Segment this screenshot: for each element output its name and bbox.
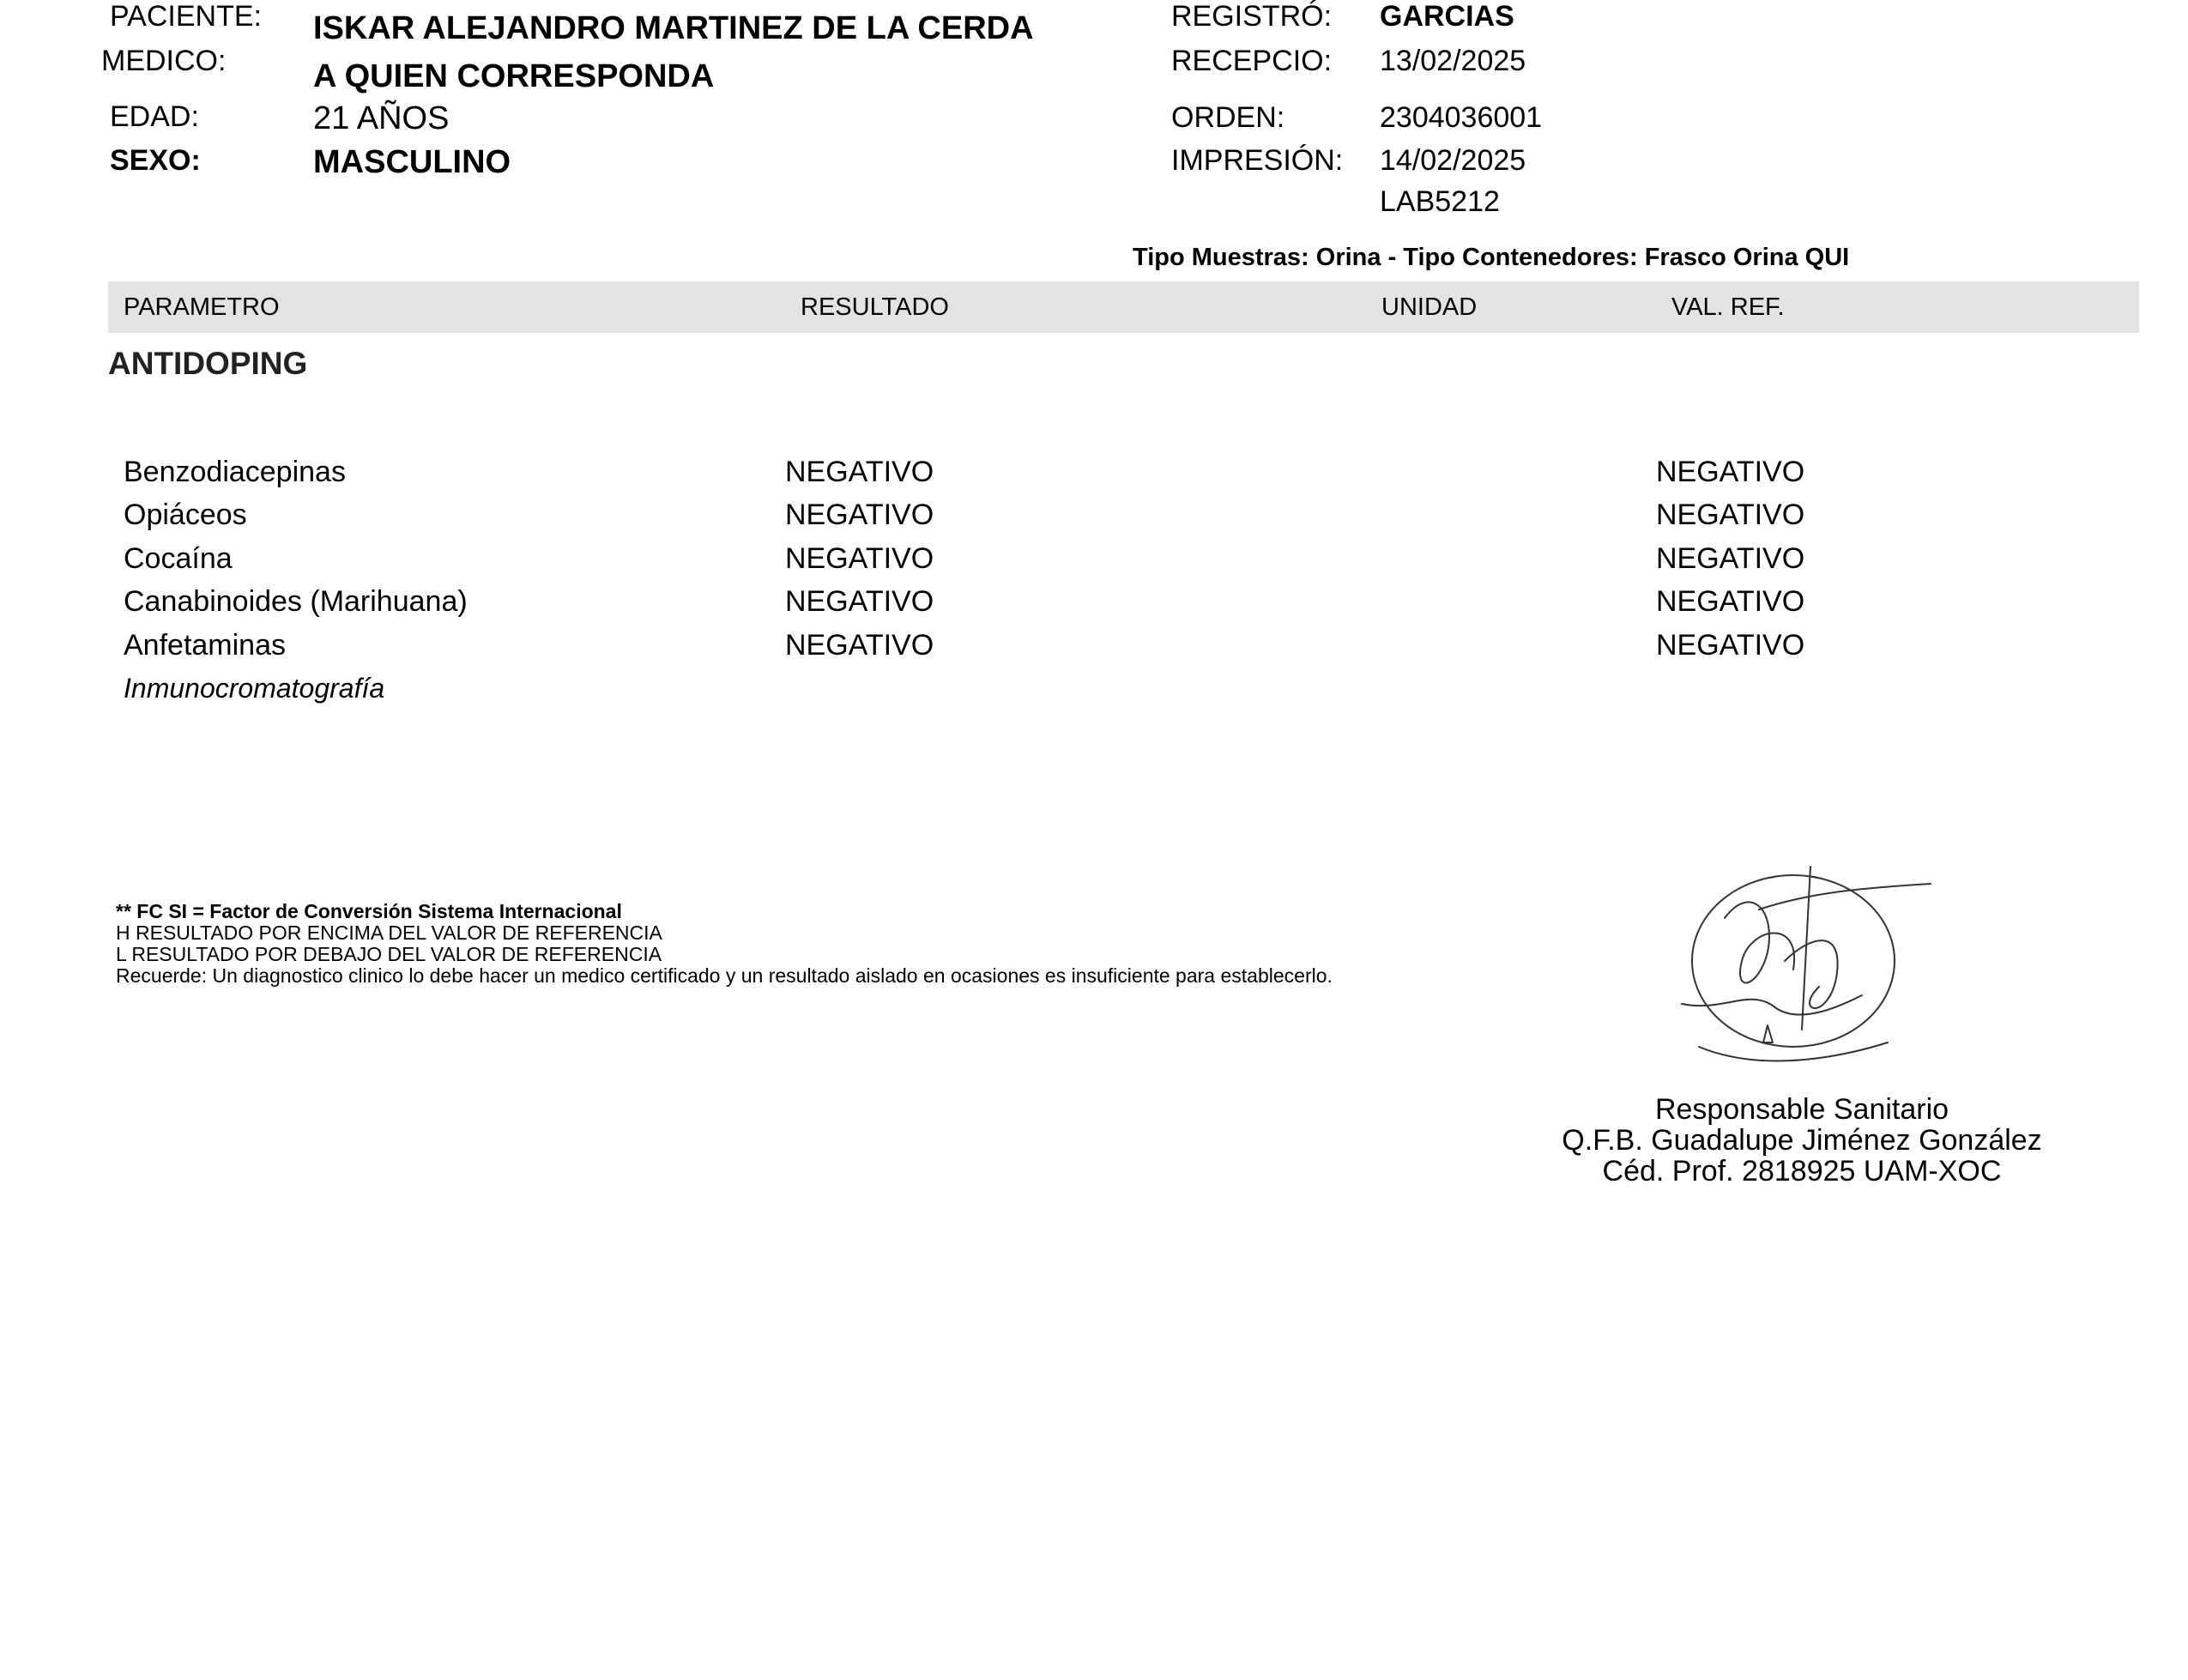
- doctor-label: MEDICO:: [101, 45, 227, 77]
- age-label: EDAD:: [110, 100, 199, 133]
- footnote-fc-si: ** FC SI = Factor de Conversión Sistema Internacional: [116, 900, 622, 922]
- row-result: NEGATIVO: [785, 629, 934, 662]
- column-header-parameter: PARAMETRO: [124, 293, 280, 321]
- signature-stroke: [1763, 1025, 1773, 1042]
- row-result: NEGATIVO: [785, 456, 934, 488]
- row-parameter: Cocaína: [124, 542, 233, 575]
- row-reference: NEGATIVO: [1656, 499, 1805, 531]
- responsible-title: Responsable Sanitario: [1654, 1093, 1949, 1126]
- column-header-unit: UNIDAD: [1381, 293, 1478, 321]
- signature-stroke: [1785, 940, 1838, 1008]
- sex-label: SEXO:: [110, 144, 201, 177]
- responsible-license: Céd. Prof. 2818925 UAM-XOC: [1602, 1155, 2002, 1187]
- row-parameter: Benzodiacepinas: [124, 456, 346, 488]
- column-header-result: RESULTADO: [801, 293, 949, 321]
- responsible-block: [1544, 1094, 2059, 1187]
- signature-image: [1673, 858, 1939, 1073]
- row-result: NEGATIVO: [785, 499, 934, 531]
- printed-date: 14/02/2025: [1380, 144, 1526, 177]
- doctor-name: A QUIEN CORRESPONDA: [313, 58, 715, 94]
- results-table-header: [108, 281, 2139, 333]
- received-label: RECEPCIO:: [1171, 45, 1333, 77]
- row-reference: NEGATIVO: [1656, 629, 1805, 662]
- footnote-low: L RESULTADO POR DEBAJO DEL VALOR DE REFERENCIA: [116, 943, 662, 965]
- printed-label: IMPRESIÓN:: [1171, 144, 1344, 177]
- row-parameter: Anfetaminas: [124, 629, 286, 662]
- footnote-disclaimer: Recuerde: Un diagnostico clinico lo debe hacer un medico certificado y un resultado aislado en ocasiones es insuficiente para establecerlo.: [116, 964, 1333, 987]
- footnotes: [116, 901, 1333, 987]
- row-parameter: Canabinoides (Marihuana): [124, 585, 468, 618]
- order-label: ORDEN:: [1171, 101, 1285, 134]
- sample-info: Tipo Muestras: Orina - Tipo Contenedores: Frasco Orina QUI: [1133, 244, 1850, 271]
- section-title: ANTIDOPING: [108, 346, 308, 381]
- sex-value: MASCULINO: [313, 144, 511, 180]
- order-number: 2304036001: [1380, 101, 1543, 134]
- row-reference: NEGATIVO: [1656, 456, 1805, 488]
- method-note: Inmunocromatografía: [124, 673, 385, 704]
- age-value: 21 AÑOS: [313, 100, 450, 136]
- received-date: 13/02/2025: [1380, 45, 1526, 77]
- lab-code: LAB5212: [1380, 185, 1500, 218]
- row-reference: NEGATIVO: [1656, 585, 1805, 618]
- patient-label: PACIENTE:: [110, 0, 262, 33]
- row-result: NEGATIVO: [785, 585, 934, 618]
- row-reference: NEGATIVO: [1656, 542, 1805, 575]
- signature-stroke: [1682, 995, 1862, 1015]
- responsible-name: Q.F.B. Guadalupe Jiménez González: [1562, 1124, 2042, 1157]
- signature-loop: [1692, 875, 1895, 1047]
- row-result: NEGATIVO: [785, 542, 934, 575]
- signature-stroke: [1725, 902, 1794, 982]
- column-header-reference: VAL. REF.: [1671, 293, 1785, 321]
- registered-label: REGISTRÓ:: [1171, 0, 1333, 33]
- row-parameter: Opiáceos: [124, 499, 247, 531]
- patient-name: ISKAR ALEJANDRO MARTINEZ DE LA CERDA: [313, 10, 1034, 46]
- footnote-high: H RESULTADO POR ENCIMA DEL VALOR DE REFERENCIA: [116, 922, 662, 944]
- signature-stroke: [1699, 1042, 1888, 1061]
- registered-value: GARCIAS: [1380, 0, 1514, 33]
